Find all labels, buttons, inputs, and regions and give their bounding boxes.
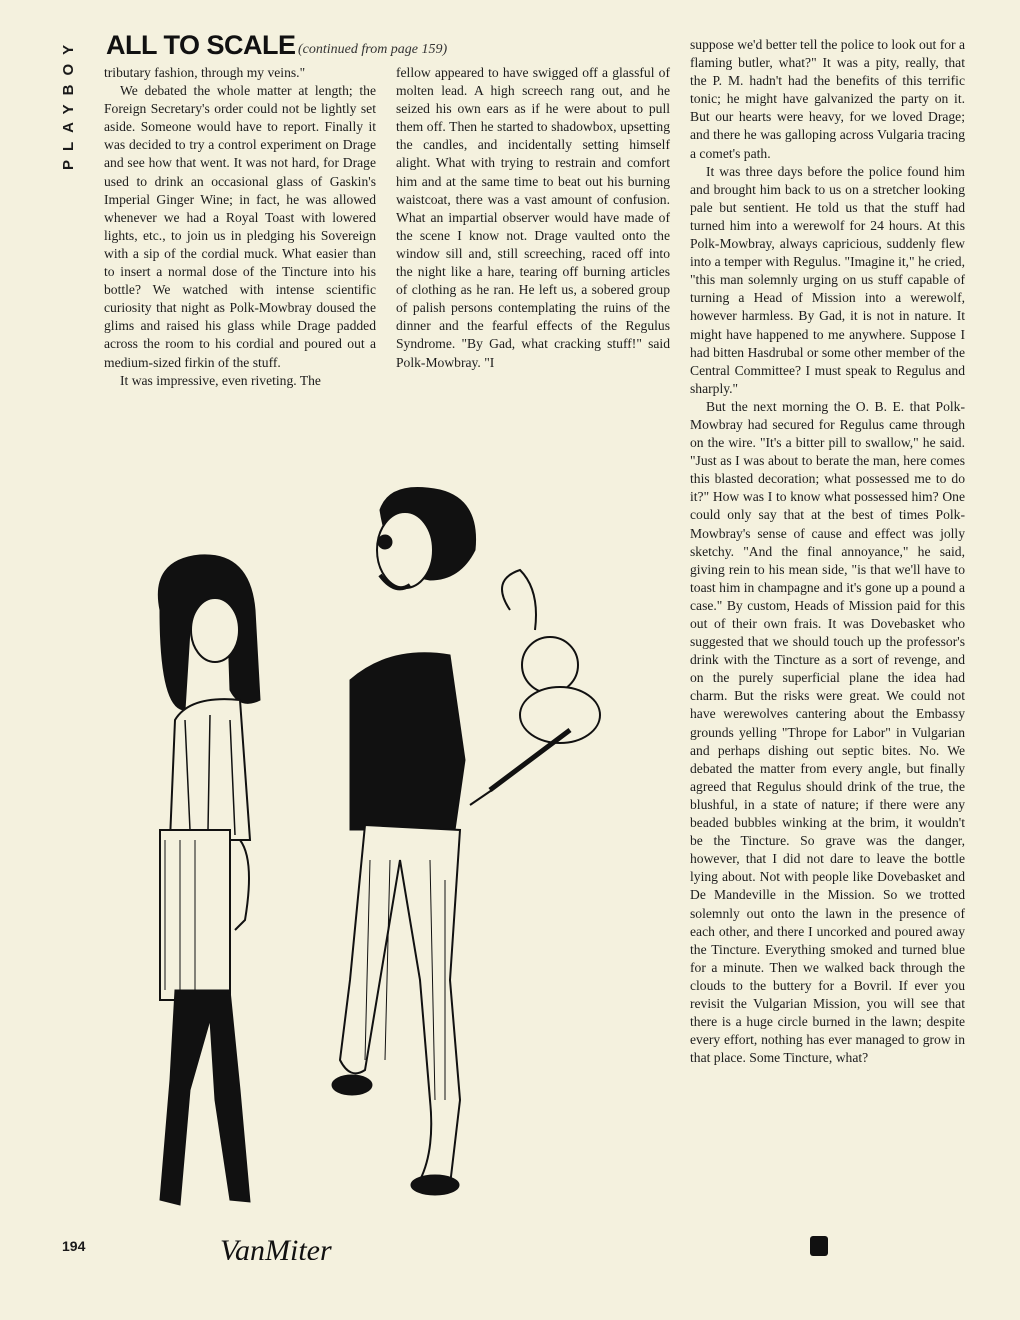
illustration <box>90 460 670 1260</box>
bunny-logo-icon <box>810 1236 828 1256</box>
text-column-2 <box>396 64 670 372</box>
paragraph: tributary fashion, through my veins." <box>104 65 306 80</box>
article-title: ALL TO SCALE <box>106 30 296 60</box>
text-column-3 <box>690 36 965 1067</box>
paragraph: But the next morning the O. B. E. that Polk-Mowbray had secured for Regulus came through on the wire. "It's a bitter pill to swallow," he said. "Just as I was about to berate the man, here comes this blasted decoration; what possessed me to do it?" How was I to know what possessed him? One could only say that at the best of times Polk-Mowbray's sense of cause and effect was jolly sketchy. "And the final annoyance," he said, giving rein to his mean side, "is that we'll have to toast him in champagne and it's gone up a pound a case." By custom, Heads of Mission paid for this out of their own frais. It was Dovebasket who suggested that we should touch up the professor's drink with the Tincture as a sort of revenge, and on the purely superficial plane the idea had charm. But the risks were great. We could not have werewolves cantering about the Embassy grounds yelling "Thrope for Labor" in Vulgarian and perhaps dishing out septic bites. No. We debated the matter from every angle, but finally agreed that Regulus should drink of the true, the blushful, in a state of nature; if there were any beaded bubbles winking at the brim, it wouldn't be the Tincture. So grave was the danger, however, that I did not dare to leave the bottle lying about. Not with people like Dovebasket and De Mandeville in the Mission. So we trotted solemnly out onto the lawn in the presence of each other, and there I uncorked and poured away the Tincture. Everything smoked and turned blue for a minute. Then we walked back through the clouds to the buttery for a Bovril. If ever you revisit the Vulgarian Mission, you will see that there is a huge circle burned in the lawn; despite every effort, nothing has ever managed to grow in that place. Some Tincture, what? <box>690 398 965 1066</box>
paragraph: We debated the whole matter at length; the Foreign Secretary's order could not be lightly set aside. Someone would have to report. Finally it was decided to try a control experiment on Drage and see how that went. It was not hard, for Drage used to drink an occasional glass of Gaskin's Imperial Ginger Wine; in fact, he was allowed whenever we had a Royal Toast with lowered lights, etc., to join us in pledging his Sovereign with a sip of the cordial muck. What easier than to insert a normal dose of the Tincture into his bottle? We watched with intense scientific curiosity that night as Polk-Mowbray doused the glims and raised his glass while Drage padded across the room to his cordial and poured out a medium-sized firkin of the stuff. <box>104 83 376 370</box>
paragraph: It was three days before the police found him and brought him back to us on a stretcher looking pale but sentient. He told us that the stuff had turned him into a werewolf for 24 hours. At this Polk-Mowbray, always capricious, suddenly flew into a temper with Regulus. "Imagine it," he cried, "this man solemnly urging on us stuff capable of turning a Head of Mission into a werewolf, however harmless. By Gad, it is not in nature. It might have happened to me anywhere. Suppose I had bitten Hasdrubal or some other member of the Central Committee? I must speak to Regulus and sharply." <box>690 163 965 396</box>
girl-figure <box>158 555 260 1205</box>
man-figure <box>332 488 476 1196</box>
paragraph: suppose we'd better tell the police to look out for a flaming butler, what?" It was a pity, really, that the P. M. hadn't had the benefits of this terrific tonic; he might have galvanized the party on it. But our hearts were heavy, for we loved Drage; and there he was galloping across Vulgaria tracing a comet's path. <box>690 37 966 161</box>
page-number: 194 <box>62 1238 86 1254</box>
text-column-1 <box>104 64 376 390</box>
artist-signature: VanMiter <box>220 1234 332 1260</box>
paragraph: fellow appeared to have swigged off a glassful of molten lead. A high screech rang out, and he seized his own ears as if he were about to pull them off. Then he started to shadowbox, upsetting the candles, and incidentally setting himself alight. What with trying to restrain and comfort him and at the same time to beat out his burning waistcoat, there was a vast amount of confusion. What an impartial observer would have made of the scene I know not. Drage vaulted onto the window sill and, still screeching, raced off into the night like a hare, tearing off burning articles of clothing as he ran. He left us, a sobered group of palish persons contemplating the ruins of the dinner and the fearful effects of the Regulus Syndrome. "By Gad, what cracking stuff!" said Polk-Mowbray. "I <box>396 65 670 370</box>
paragraph: It was impressive, even riveting. The <box>120 372 321 388</box>
magazine-name-vertical: PLAYBOY <box>60 36 77 171</box>
continued-note: (continued from page 159) <box>298 42 448 57</box>
cupid-figure <box>470 570 600 805</box>
